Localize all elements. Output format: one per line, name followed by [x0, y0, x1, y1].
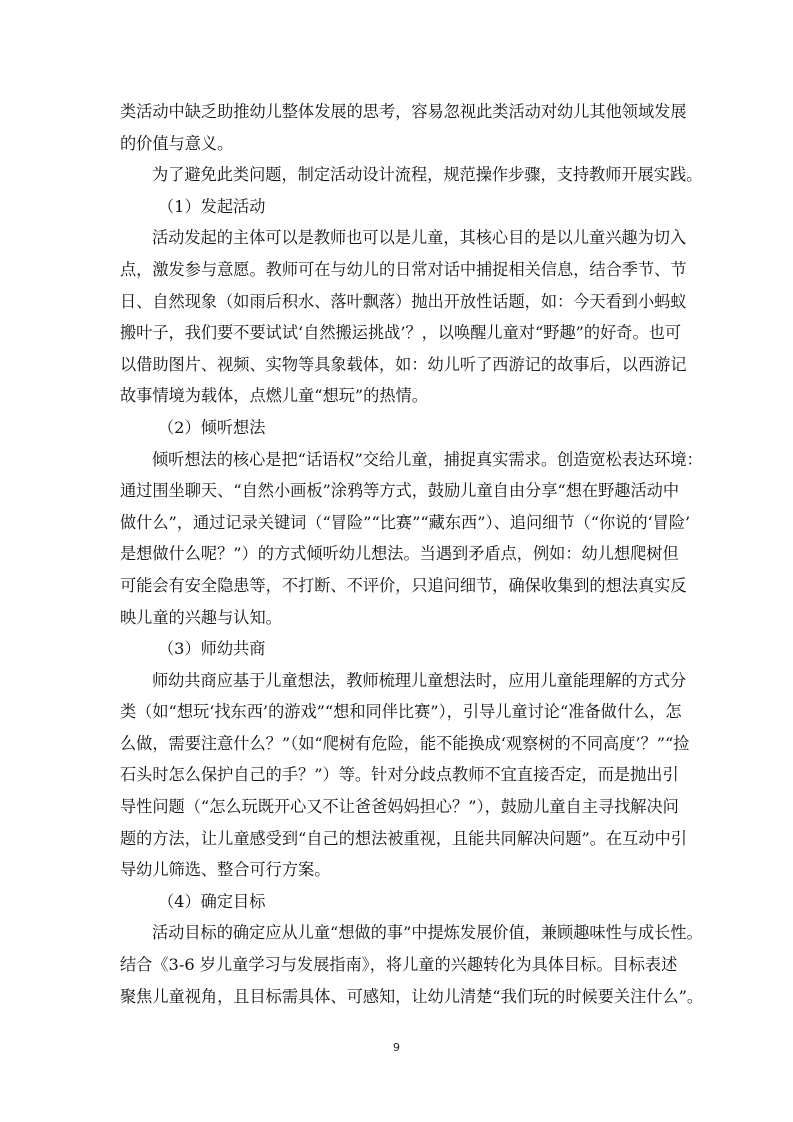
text-line: 类（如“想玩‘找东西’的游戏”“想和同伴比赛”），引导儿童讨论“准备做什么，怎: [120, 702, 682, 722]
text-line: 以借助图片、视频、实物等具象载体，如：幼儿听了西游记的故事后，以西游记: [120, 354, 687, 374]
text-line: 活动发起的主体可以是教师也可以是儿童，其核心目的是以儿童兴趣为切入: [152, 228, 687, 248]
text-line: 通过围坐聊天、“自然小画板”涂鸦等方式，鼓励儿童自由分享“想在野趣活动中: [120, 481, 680, 501]
section-heading-2: （2）倾听想法: [158, 417, 266, 437]
text-line: 类活动中缺乏助推幼儿整体发展的思考，容易忽视此类活动对幼儿其他领域发展: [120, 102, 687, 121]
section-heading-1: （1）发起活动: [158, 196, 266, 216]
text-line: 导性问题（“怎么玩既开心又不让爸爸妈妈担心？”），鼓励儿童自主寻找解决问: [120, 797, 679, 817]
page-number: 9: [393, 1041, 400, 1054]
text-line: 映儿童的兴趣与认知。: [120, 607, 282, 627]
text-line: 做什么”，通过记录关键词（“冒险”“比赛”“藏东西”）、追问细节（“你说的‘冒险’: [120, 512, 691, 532]
text-line: 活动目标的确定应从儿童“想做的事”中提炼发展价值，兼顾趣味性与成长性。: [152, 923, 703, 943]
text-line: 题的方法，让儿童感受到“自己的想法被重视，且能共同解决问题”。在互动中引: [120, 828, 687, 848]
text-line: 日、自然现象（如雨后积水、落叶飘落）抛出开放性话题，如：今天看到小蚂蚁: [120, 291, 687, 311]
text-line: 是想做什么呢？”）的方式倾听幼儿想法。当遇到矛盾点，例如：幼儿想爬树但: [120, 544, 679, 564]
section-heading-3: （3）师幼共商: [158, 639, 266, 659]
text-line: 的价值与意义。: [120, 133, 234, 153]
section-heading-4: （4）确定目标: [158, 891, 266, 911]
text-line: 石头时怎么保护自己的手？”）等。针对分歧点教师不宜直接否定，而是抛出引: [120, 765, 679, 785]
text-line: 故事情境为载体，点燃儿童“想玩”的热情。: [120, 386, 428, 406]
text-line: 么做，需要注意什么？”（如“爬树有危险，能不能换成‘观察树的不同高度’？”“捡: [120, 733, 690, 753]
text-line: 点，激发参与意愿。教师可在与幼儿的日常对话中捕捉相关信息，结合季节、节: [120, 259, 687, 279]
text-line: 结合《3-6 岁儿童学习与发展指南》，将儿童的兴趣转化为具体目标。目标表述: [120, 955, 678, 975]
text-line: 师幼共商应基于儿童想法，教师梳理儿童想法时，应用儿童能理解的方式分: [152, 670, 687, 690]
text-line: 聚焦儿童视角，且目标需具体、可感知，让幼儿清楚“我们玩的时候要关注什么”。: [120, 986, 704, 1006]
text-line: 为了避免此类问题，制定活动设计流程，规范操作步骤，支持教师开展实践。: [152, 165, 703, 185]
body-text: [120, 96, 704, 1012]
text-line: 可能会有安全隐患等，不打断、不评价，只追问细节，确保收集到的想法真实反: [120, 575, 687, 595]
text-line: 搬叶子，我们要不要试试‘自然搬运挑战’？，以唤醒儿童对“野趣”的好奇。也可: [120, 323, 682, 343]
text-line: 导幼儿筛选、整合可行方案。: [120, 860, 331, 880]
text-line: 倾听想法的核心是把“话语权”交给儿童，捕捉真实需求。创造宽松表达环境：: [152, 449, 703, 469]
